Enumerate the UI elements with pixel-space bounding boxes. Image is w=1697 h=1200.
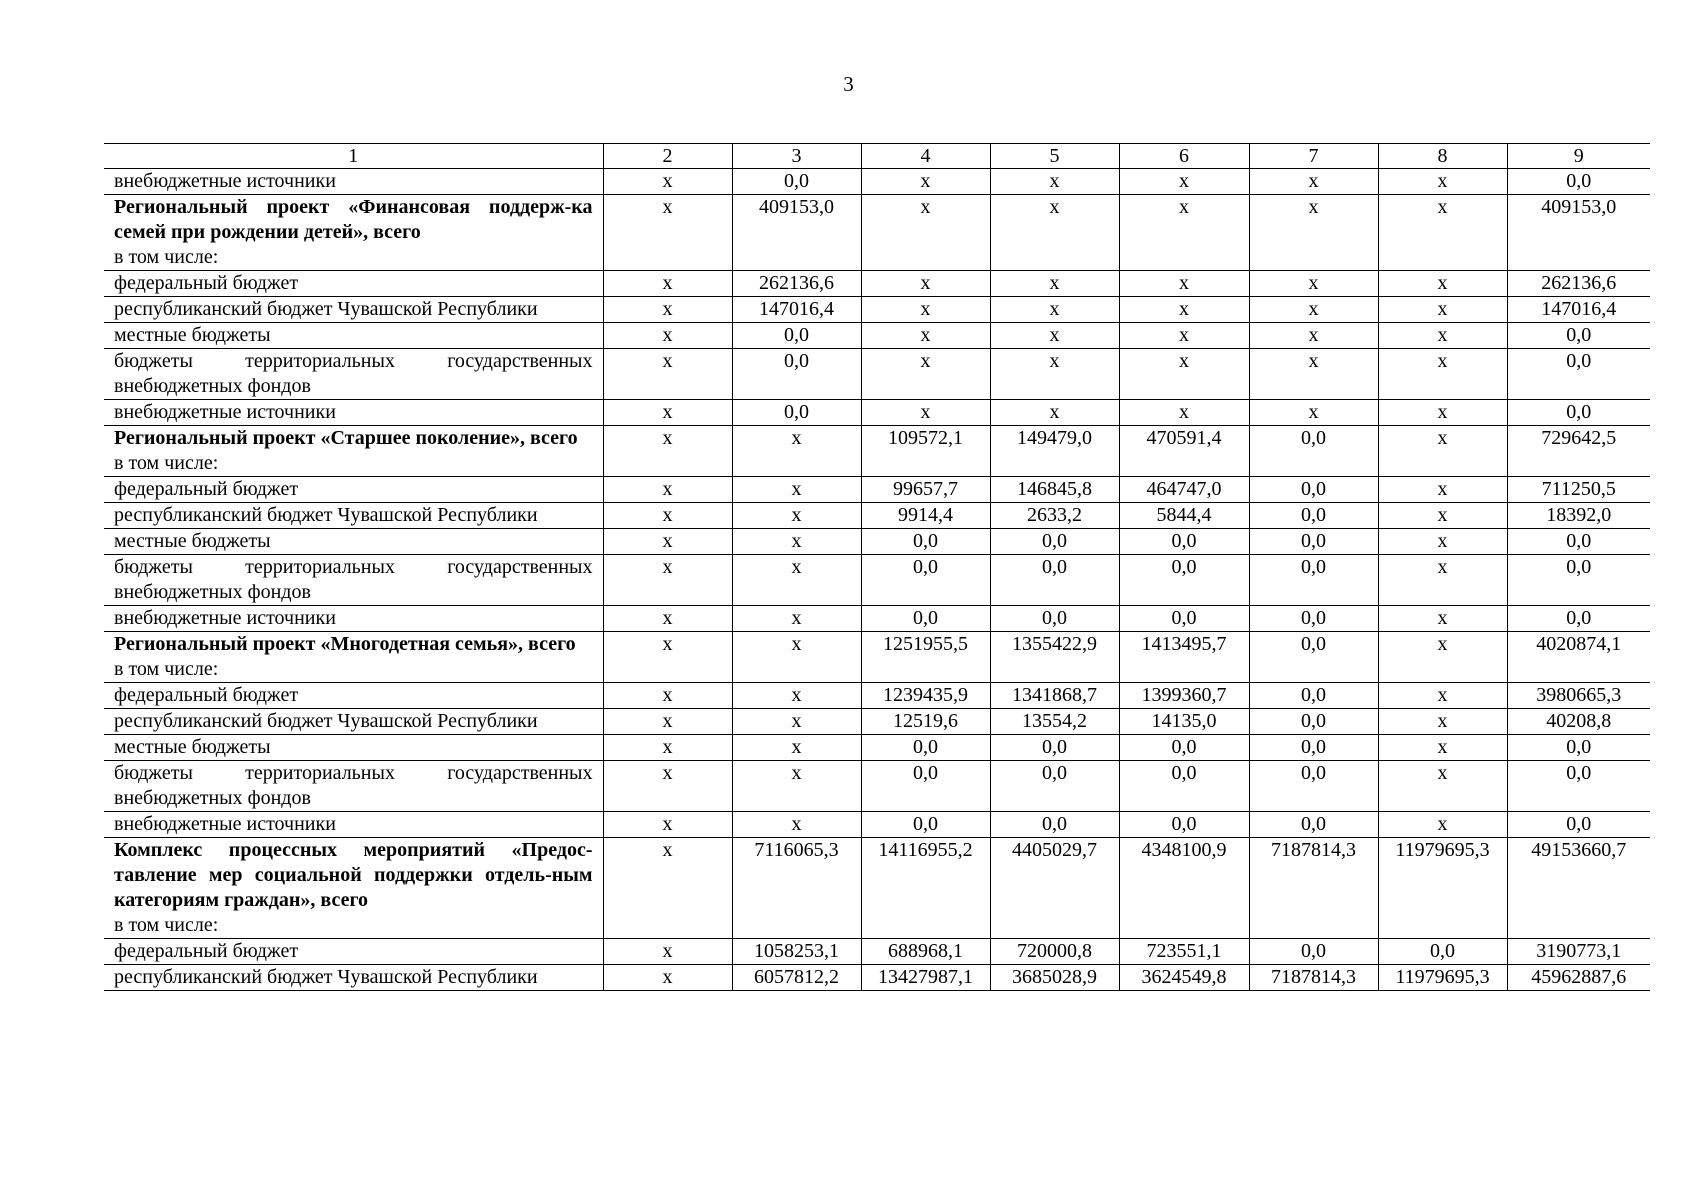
value-cell: 409153,0 — [732, 195, 861, 271]
value-cell: х — [861, 297, 990, 323]
value-cell: х — [603, 683, 732, 709]
row-label: местные бюджеты — [114, 736, 271, 758]
value-cell: х — [1378, 683, 1507, 709]
value-cell: х — [603, 297, 732, 323]
value-cell: 0,0 — [1119, 529, 1249, 555]
value-cell: 147016,4 — [732, 297, 861, 323]
value-cell: х — [732, 503, 861, 529]
value-cell: х — [1378, 195, 1507, 271]
value-cell: х — [1378, 297, 1507, 323]
value-cell: 4348100,9 — [1119, 838, 1249, 939]
value-cell: х — [603, 555, 732, 606]
row-label: бюджеты территориальных государственных внебюджетных фондов — [114, 762, 593, 809]
row-label: федеральный бюджет — [114, 272, 299, 294]
value-cell: х — [732, 529, 861, 555]
value-cell: 0,0 — [1507, 349, 1650, 400]
value-cell: х — [1378, 606, 1507, 632]
value-cell: х — [603, 400, 732, 426]
value-cell: 7187814,3 — [1249, 965, 1378, 991]
table-body — [104, 144, 1650, 991]
row-label-cell — [104, 735, 603, 761]
value-cell: х — [1378, 761, 1507, 812]
row-label: республиканский бюджет Чувашской Республики — [114, 298, 538, 320]
value-cell: х — [1378, 632, 1507, 683]
value-cell: х — [1119, 400, 1249, 426]
row-label: республиканский бюджет Чувашской Республики — [114, 710, 538, 732]
value-cell: 0,0 — [861, 812, 990, 838]
value-cell: 720000,8 — [990, 939, 1119, 965]
page-number: 3 — [843, 72, 854, 96]
row-label-cell — [104, 271, 603, 297]
value-cell: 1399360,7 — [1119, 683, 1249, 709]
value-cell: х — [603, 195, 732, 271]
value-cell: 13427987,1 — [861, 965, 990, 991]
table-row — [104, 812, 1650, 838]
value-cell: 0,0 — [990, 761, 1119, 812]
value-cell: 0,0 — [1507, 555, 1650, 606]
row-label: местные бюджеты — [114, 530, 271, 552]
value-cell: 0,0 — [861, 555, 990, 606]
value-cell: 0,0 — [861, 529, 990, 555]
value-cell: х — [603, 965, 732, 991]
row-label-cell — [104, 812, 603, 838]
value-cell: х — [732, 632, 861, 683]
value-cell: х — [603, 323, 732, 349]
value-cell: х — [1378, 529, 1507, 555]
table-row — [104, 297, 1650, 323]
table-row — [104, 761, 1650, 812]
table-row — [104, 477, 1650, 503]
value-cell: 729642,5 — [1507, 426, 1650, 477]
row-label-cell — [104, 349, 603, 400]
value-cell: 0,0 — [990, 529, 1119, 555]
value-cell: х — [1249, 195, 1378, 271]
value-cell: х — [990, 349, 1119, 400]
value-cell: 0,0 — [1507, 400, 1650, 426]
value-cell: х — [1378, 812, 1507, 838]
value-cell: 9914,4 — [861, 503, 990, 529]
value-cell: 13554,2 — [990, 709, 1119, 735]
value-cell: 2633,2 — [990, 503, 1119, 529]
value-cell: х — [1119, 349, 1249, 400]
row-label: федеральный бюджет — [114, 940, 299, 962]
value-cell: 0,0 — [1249, 503, 1378, 529]
value-cell: х — [861, 195, 990, 271]
value-cell: х — [732, 709, 861, 735]
value-cell: х — [603, 709, 732, 735]
value-cell: х — [603, 735, 732, 761]
value-cell: 262136,6 — [732, 271, 861, 297]
row-label: внебюджетные источники — [114, 813, 336, 835]
value-cell: х — [1378, 555, 1507, 606]
value-cell: 0,0 — [1249, 632, 1378, 683]
value-cell: 0,0 — [990, 606, 1119, 632]
value-cell: х — [603, 632, 732, 683]
value-cell: х — [990, 400, 1119, 426]
value-cell: х — [1119, 169, 1249, 195]
table-row — [104, 323, 1650, 349]
value-cell: х — [1378, 735, 1507, 761]
value-cell: х — [1378, 709, 1507, 735]
value-cell: х — [1249, 271, 1378, 297]
value-cell: 0,0 — [732, 349, 861, 400]
value-cell: 40208,8 — [1507, 709, 1650, 735]
value-cell: 12519,6 — [861, 709, 990, 735]
row-label: внебюджетные источники — [114, 170, 336, 192]
value-cell: х — [1249, 169, 1378, 195]
value-cell: 0,0 — [1249, 812, 1378, 838]
value-cell: 262136,6 — [1507, 271, 1650, 297]
row-sublabel: в том числе: — [114, 246, 219, 268]
value-cell: 149479,0 — [990, 426, 1119, 477]
value-cell: 0,0 — [1249, 709, 1378, 735]
value-cell: х — [1378, 400, 1507, 426]
value-cell: 14116955,2 — [861, 838, 990, 939]
row-label: внебюджетные источники — [114, 607, 336, 629]
table-row — [104, 606, 1650, 632]
value-cell: 0,0 — [732, 169, 861, 195]
row-label-cell — [104, 323, 603, 349]
value-cell: 1058253,1 — [732, 939, 861, 965]
value-cell: х — [732, 761, 861, 812]
value-cell: 688968,1 — [861, 939, 990, 965]
value-cell: х — [603, 271, 732, 297]
value-cell: 470591,4 — [1119, 426, 1249, 477]
header-cell: 6 — [1119, 144, 1249, 169]
value-cell: 0,0 — [861, 735, 990, 761]
value-cell: 0,0 — [1249, 939, 1378, 965]
value-cell: 0,0 — [990, 555, 1119, 606]
value-cell: х — [732, 555, 861, 606]
value-cell: 0,0 — [1507, 169, 1650, 195]
value-cell: х — [990, 297, 1119, 323]
value-cell: 3190773,1 — [1507, 939, 1650, 965]
value-cell: 0,0 — [1507, 606, 1650, 632]
value-cell: 99657,7 — [861, 477, 990, 503]
row-label-cell — [104, 195, 603, 271]
value-cell: х — [603, 939, 732, 965]
value-cell: 1355422,9 — [990, 632, 1119, 683]
row-label-cell — [104, 761, 603, 812]
value-cell: х — [603, 812, 732, 838]
value-cell: 0,0 — [1119, 555, 1249, 606]
row-label: Региональный проект «Многодетная семья», всего — [114, 633, 576, 655]
table-row — [104, 503, 1650, 529]
value-cell: 0,0 — [1249, 555, 1378, 606]
value-cell: 0,0 — [1507, 761, 1650, 812]
row-label: бюджеты территориальных государственных внебюджетных фондов — [114, 556, 593, 603]
row-label: федеральный бюджет — [114, 684, 299, 706]
value-cell: х — [732, 683, 861, 709]
value-cell: 0,0 — [1507, 323, 1650, 349]
row-label-cell — [104, 297, 603, 323]
value-cell: х — [603, 426, 732, 477]
row-sublabel: в том числе: — [114, 658, 219, 680]
value-cell: 0,0 — [1119, 812, 1249, 838]
row-label: Комплекс процессных мероприятий «Предос-тавление мер социальной поддержки отдель-ным категориям граждан», всего — [114, 839, 593, 911]
value-cell: х — [732, 426, 861, 477]
value-cell: 6057812,2 — [732, 965, 861, 991]
row-label-cell — [104, 683, 603, 709]
row-label-cell — [104, 939, 603, 965]
row-label-cell — [104, 632, 603, 683]
value-cell: 147016,4 — [1507, 297, 1650, 323]
value-cell: 1341868,7 — [990, 683, 1119, 709]
row-label-cell — [104, 529, 603, 555]
value-cell: 3980665,3 — [1507, 683, 1650, 709]
table-row — [104, 426, 1650, 477]
value-cell: 0,0 — [1119, 606, 1249, 632]
row-label-cell — [104, 606, 603, 632]
value-cell: х — [732, 812, 861, 838]
value-cell: х — [1378, 477, 1507, 503]
value-cell: 14135,0 — [1119, 709, 1249, 735]
header-cell: 9 — [1507, 144, 1650, 169]
header-cell: 4 — [861, 144, 990, 169]
value-cell: х — [732, 477, 861, 503]
value-cell: 0,0 — [1507, 529, 1650, 555]
value-cell: 146845,8 — [990, 477, 1119, 503]
value-cell: 0,0 — [990, 735, 1119, 761]
value-cell: х — [861, 169, 990, 195]
header-cell: 2 — [603, 144, 732, 169]
value-cell: х — [1249, 400, 1378, 426]
row-label: республиканский бюджет Чувашской Республики — [114, 504, 538, 526]
value-cell: 0,0 — [1249, 477, 1378, 503]
value-cell: х — [861, 349, 990, 400]
table-row — [104, 965, 1650, 991]
row-label: республиканский бюджет Чувашской Республики — [114, 966, 538, 988]
value-cell: х — [1249, 323, 1378, 349]
value-cell: х — [603, 529, 732, 555]
value-cell: 3685028,9 — [990, 965, 1119, 991]
table-row — [104, 632, 1650, 683]
row-label-cell — [104, 169, 603, 195]
row-sublabel: в том числе: — [114, 914, 219, 936]
value-cell: х — [603, 503, 732, 529]
value-cell: х — [990, 323, 1119, 349]
value-cell: 4020874,1 — [1507, 632, 1650, 683]
row-label-cell — [104, 965, 603, 991]
value-cell: 409153,0 — [1507, 195, 1650, 271]
value-cell: х — [603, 838, 732, 939]
value-cell: х — [1378, 503, 1507, 529]
row-label-cell — [104, 503, 603, 529]
value-cell: 0,0 — [732, 323, 861, 349]
row-label-cell — [104, 477, 603, 503]
value-cell: 0,0 — [1249, 683, 1378, 709]
value-cell: 0,0 — [1249, 426, 1378, 477]
value-cell: 464747,0 — [1119, 477, 1249, 503]
value-cell: 723551,1 — [1119, 939, 1249, 965]
value-cell: х — [603, 349, 732, 400]
value-cell: 0,0 — [732, 400, 861, 426]
value-cell: 18392,0 — [1507, 503, 1650, 529]
value-cell: 1239435,9 — [861, 683, 990, 709]
value-cell: 711250,5 — [1507, 477, 1650, 503]
table-row — [104, 709, 1650, 735]
budget-table — [104, 143, 1650, 991]
value-cell: 7187814,3 — [1249, 838, 1378, 939]
value-cell: х — [990, 271, 1119, 297]
value-cell: 11979695,3 — [1378, 838, 1507, 939]
header-cell: 5 — [990, 144, 1119, 169]
value-cell: 0,0 — [861, 606, 990, 632]
value-cell: х — [1119, 323, 1249, 349]
value-cell: х — [603, 761, 732, 812]
value-cell: 109572,1 — [861, 426, 990, 477]
value-cell: х — [861, 323, 990, 349]
table-row — [104, 838, 1650, 939]
row-label-cell — [104, 838, 603, 939]
value-cell: х — [603, 477, 732, 503]
row-label: Региональный проект «Старшее поколение», всего — [114, 427, 578, 449]
value-cell: х — [1119, 271, 1249, 297]
value-cell: х — [861, 271, 990, 297]
table-row — [104, 683, 1650, 709]
header-cell: 3 — [732, 144, 861, 169]
value-cell: 49153660,7 — [1507, 838, 1650, 939]
value-cell: 0,0 — [1119, 761, 1249, 812]
row-label: федеральный бюджет — [114, 478, 299, 500]
value-cell: 7116065,3 — [732, 838, 861, 939]
table-row — [104, 939, 1650, 965]
row-label-cell — [104, 709, 603, 735]
row-label: бюджеты территориальных государственных внебюджетных фондов — [114, 350, 593, 397]
value-cell: 4405029,7 — [990, 838, 1119, 939]
value-cell: 0,0 — [1507, 735, 1650, 761]
table-row — [104, 555, 1650, 606]
value-cell: х — [603, 606, 732, 632]
value-cell: 0,0 — [1249, 606, 1378, 632]
value-cell: х — [990, 169, 1119, 195]
value-cell: х — [1249, 349, 1378, 400]
value-cell: х — [1378, 169, 1507, 195]
value-cell: х — [861, 400, 990, 426]
value-cell: х — [1249, 297, 1378, 323]
row-label: местные бюджеты — [114, 324, 271, 346]
row-label-cell — [104, 555, 603, 606]
table-row — [104, 400, 1650, 426]
value-cell: х — [1119, 297, 1249, 323]
table-row — [104, 271, 1650, 297]
value-cell: 11979695,3 — [1378, 965, 1507, 991]
value-cell: 0,0 — [1378, 939, 1507, 965]
value-cell: 0,0 — [1249, 735, 1378, 761]
value-cell: 5844,4 — [1119, 503, 1249, 529]
value-cell: 45962887,6 — [1507, 965, 1650, 991]
header-cell: 7 — [1249, 144, 1378, 169]
value-cell: х — [1378, 426, 1507, 477]
value-cell: 1413495,7 — [1119, 632, 1249, 683]
row-sublabel: в том числе: — [114, 452, 219, 474]
table-row — [104, 349, 1650, 400]
value-cell: х — [990, 195, 1119, 271]
row-label-cell — [104, 426, 603, 477]
value-cell: 0,0 — [861, 761, 990, 812]
value-cell: х — [1378, 323, 1507, 349]
table-row — [104, 529, 1650, 555]
value-cell: 0,0 — [1119, 735, 1249, 761]
value-cell: 0,0 — [1249, 761, 1378, 812]
header-row — [104, 144, 1650, 169]
row-label: внебюджетные источники — [114, 401, 336, 423]
value-cell: х — [1119, 195, 1249, 271]
table-row — [104, 735, 1650, 761]
header-cell: 8 — [1378, 144, 1507, 169]
row-label-cell — [104, 400, 603, 426]
table-row — [104, 195, 1650, 271]
header-cell: 1 — [104, 144, 603, 169]
value-cell: х — [1378, 271, 1507, 297]
table-row — [104, 169, 1650, 195]
value-cell: х — [732, 606, 861, 632]
value-cell: 0,0 — [1507, 812, 1650, 838]
row-label: Региональный проект «Финансовая поддерж-ка семей при рождении детей», всего — [114, 196, 593, 243]
value-cell: 3624549,8 — [1119, 965, 1249, 991]
value-cell: 1251955,5 — [861, 632, 990, 683]
value-cell: х — [732, 735, 861, 761]
value-cell: 0,0 — [990, 812, 1119, 838]
value-cell: х — [1378, 349, 1507, 400]
value-cell: 0,0 — [1249, 529, 1378, 555]
value-cell: х — [603, 169, 732, 195]
